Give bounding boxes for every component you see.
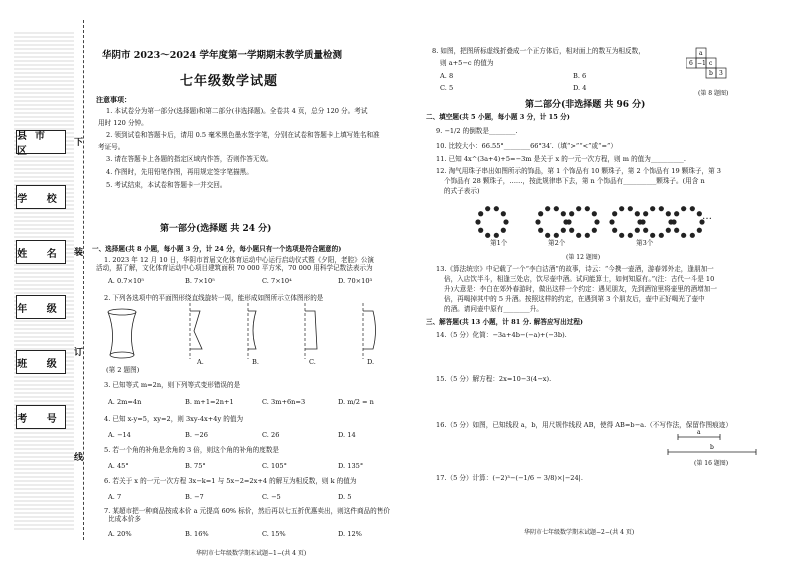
q7-option-b: B. 16% [185,530,209,538]
q12-label-2: 第2个 [548,239,566,247]
bead [501,211,506,216]
notice-item: 1. 本试卷分为第一部分(选择题)和第二部分(非选择题)。全卷共 4 页，总分 120 分。考试 [106,106,368,115]
subject-title: 七年级数学试题 [180,74,279,89]
notice-heading: 注意事项： [96,95,131,104]
bead [671,219,676,224]
question-13 [436,264,717,314]
question-1 [96,256,375,272]
school-box: 学 校 [16,185,66,209]
bead [635,211,640,216]
q2-option-b: B. [252,358,259,366]
bead [643,228,648,233]
bead [681,233,686,238]
bead [643,211,648,216]
q12-bead-figure [466,202,726,258]
bead [628,233,633,238]
q12-line: 的式子表示) [444,187,480,195]
q1-option-d: D. 70×10³ [338,277,373,285]
question-5: 5. 若一个角的补角是余角的 3 倍，则这个角的补角的度数是 [104,446,280,454]
name-box: 姓 名 [16,240,66,264]
q6-option-a: A. 7 [108,493,122,501]
notice-item: 2. 领到试卷和答题卡后，请用 0.5 毫米黑色墨水签字笔，分别在试卷和答题卡上填写姓名和准 [106,130,380,139]
mark-xian: 线 [74,453,84,463]
bead [690,233,695,238]
q8-caption: (第 8 题图) [698,90,729,97]
notice-item: 用时 120 分钟。 [98,118,148,127]
q1-option-b: B. 7×10⁵ [185,277,215,285]
bead [485,233,490,238]
q16-caption: (第 16 题图) [694,460,729,467]
q13-line: 的酒。请问壶中原有________升。 [444,305,543,313]
net-cell: b [709,70,713,77]
bead [592,211,597,216]
q13-line: 倍，再喝掉其中的 5 升酒。按照这样的约定，在遇到第 3 个朋友后，壶中正好喝光了壶中 [444,295,705,303]
net-cell: a [699,50,703,57]
bead [501,228,506,233]
bead [554,233,559,238]
q7-line: 比成本价多 [108,515,141,523]
exam-title: 华阴市 2023～2024 学年度第一学期期末教学质量检测 [102,50,342,61]
q8-option-b: B. 6 [573,72,587,80]
notice-item: 考证号。 [98,142,125,151]
bead [666,228,671,233]
segment-a-label: a [697,429,701,436]
net-cell: c [709,60,713,67]
q13-line: 升)大意是：李白在郊外春游时，做出这样一个约定：遇见朋友，先到酒馆里将壶里的酒增加一 [444,285,717,293]
q12-line: 12. 淘气用珠子串出如图所示的饰品，第 1 个饰品有 10 颗珠子，第 2 个饰品有 19 颗珠子，第 3 [436,167,721,175]
mark-ding: 订 [74,348,84,358]
part2-title: 第二部分(非选择题 共 96 分) [525,100,646,110]
bead [538,228,543,233]
bead [576,206,581,211]
q8-line: 8. 如图，把图所标虚线折叠成一个正方体后，相对面上的数互为相反数， [432,47,645,55]
q7-option-d: D. 12% [338,530,362,538]
solve-heading: 三、解答题(共 13 小题，计 81 分. 解答应写出过程) [426,318,584,326]
q8-option-a: A. 8 [440,72,454,80]
fill-heading: 二、填空题(共 5 小题，每小题 3 分，计 15 分) [426,113,570,121]
bead [594,219,599,224]
q5-option-b: B. 75° [185,462,206,470]
bead [538,211,543,216]
bead [650,206,655,211]
bead [697,228,702,233]
bead [659,233,664,238]
bead [592,228,597,233]
bead [612,228,617,233]
bead [628,206,633,211]
bead [659,206,664,211]
bead [494,206,499,211]
q8-option-d: D. 4 [573,84,587,92]
part1-title: 第一部分(选择题 共 24 分) [160,224,272,234]
bead [576,233,581,238]
q8-line: 则 a+5−c 的值为 [440,59,494,67]
question-14: 14.（5 分）化简：−3a+4b−(−a)+(−3b). [436,331,567,339]
q6-option-d: D. 5 [338,493,352,501]
bead [612,211,617,216]
bead [545,206,550,211]
question-9: 9. −1/2 的倒数是________. [436,127,518,135]
q2-option-a-figure [180,303,210,359]
q3-option-c: C. 3m+6n=3 [262,398,306,406]
bead [666,211,671,216]
bead [554,206,559,211]
page1-footer: 华阴市七年级数学期末试题−1−(共 4 页) [196,550,307,557]
q4-option-a: A. −14 [108,431,131,439]
q2-option-b-figure [238,303,268,359]
bead [485,206,490,211]
q7-option-c: C. 15% [262,530,286,538]
q12-ellipsis: … [702,211,712,222]
q5-option-a: A. 45° [108,462,129,470]
q1-option-c: C. 7×10⁴ [262,277,292,285]
question-8 [432,47,645,67]
q3-option-a: A. 2m=4n [108,398,142,406]
q4-option-c: C. 26 [262,431,280,439]
q3-option-d: D. m/2 = n [338,398,374,406]
binding-border-pattern [14,30,74,530]
q5-option-c: C. 105° [262,462,287,470]
bead [690,206,695,211]
question-17: 17.（5 分）计算：(−2)³−(−1/6 − 3/8)×|−24|. [436,474,583,482]
bead [635,228,640,233]
q16-segments-figure [664,428,764,458]
notice-block [96,96,380,192]
id-box: 考 号 [16,405,66,429]
segment-b-label: b [710,444,714,451]
bead [650,233,655,238]
net-cell: −1 [697,60,706,67]
bead [619,233,624,238]
bead [569,211,574,216]
q2-option-c: C. [309,358,316,366]
net-cell: 3 [719,70,723,77]
mark-xia: 下 [74,138,84,148]
bead [640,219,645,224]
q2-option-d: D. [367,358,375,366]
q6-option-b: B. −7 [185,493,204,501]
q1-line: 活动，据了解，文化体育运动中心项目建筑面积 70 000 平方米，70 000 用科学记数法表示为 [96,264,373,272]
question-2: 2. 下列各选项中的平面图形绕直线旋转一周，能形成如图所示立体图形的是 [104,294,324,302]
q3-option-b: B. m+1=2n+1 [185,398,234,406]
question-3: 3. 已知等式 m=2n，则下列等式变形错误的是 [104,381,241,389]
notice-item: 4. 作图时，先用铅笔作图，再用规定签字笔描黑。 [106,167,253,176]
bead [545,233,550,238]
question-12 [436,167,721,195]
question-6: 6. 若关于 x 的一元一次方程 3x−k=1 与 5x−2=2x+4 的解互为相反数，则 k 的值为 [104,477,357,485]
question-7 [104,507,390,523]
grade-box: 年 级 [16,295,66,319]
question-15: 15.（5 分）解方程：2x=10−3(4−x). [436,375,552,383]
question-11: 11. 已知 4x^(3a+4)+5=−3m 是关于 x 的一元一次方程，则 m 的值为__________. [436,155,686,163]
question-4: 4. 已知 x-y=5，xy=2，则 3xy-4x+4y 的值为 [104,415,244,423]
bead [585,233,590,238]
q7-line: 7. 某超市把一种商品按成本价 a 元提高 60% 标价，然后再以七五折优惠卖出，则这件商品的售价 [104,507,390,515]
q12-line: 个饰品有 28 颗珠子，……，按此规律串下去，第 n 个饰品有__________颗珠子。(用含 n [444,177,705,185]
question-16: 16.（5 分）如图，已知线段 a，b，用尺规作线段 AB，使得 AB=b−a.（不写作法，保留作图痕迹） [436,421,732,429]
q2-option-c-figure [295,303,325,359]
q2-caption: (第 2 题图) [106,366,140,374]
page2-footer: 华阴市七年级数学期末试题−2−(共 4 页) [524,529,635,536]
q13-line: 13.《算法统宗》中记载了一个“李白沽酒”的故事，诗云：“今携一壶酒，游春郊外走，逢朋加一 [436,265,714,273]
binding-dashed-line [83,20,84,540]
bead [561,211,566,216]
q6-option-c: C. −5 [262,493,281,501]
bead [503,219,508,224]
bead [478,228,483,233]
bead [609,219,614,224]
q13-line: 倍，入店饮半斗，相逢三处店，饮尽壶中酒。试问能算士，如何知原有。”(注：古代一斗是 10 [444,275,715,283]
bead [674,211,679,216]
q2-solid-figure [100,305,144,365]
q2-option-d-figure [353,303,383,359]
q1-line: 1. 2023 年 12 月 10 日，华阴市首届文化体育运动中心运行启动仪式暨《夕阳，老腔》公演 [104,256,375,264]
q12-label-1: 第1个 [490,239,508,247]
bead [569,228,574,233]
q4-option-d: D. 14 [338,431,356,439]
part1-section-heading: 一、选择题(共 8 小题，每小题 3 分，计 24 分，每小题只有一个选项是符合题意的) [92,245,342,253]
bead [478,211,483,216]
q2-option-a: A. [197,358,204,366]
bead [475,219,480,224]
bead [619,206,624,211]
mark-zhuang: 装 [74,248,84,258]
binding-strip [0,0,92,561]
q1-option-a: A. 0.7×10⁵ [108,277,144,285]
bead [535,219,540,224]
bead [681,206,686,211]
bead [561,228,566,233]
bead [494,233,499,238]
question-10: 10. 比较大小：66.55°________66°34′.（填“>”“<”或“=”） [436,142,617,150]
q4-option-b: B. −26 [185,431,208,439]
class-box: 班 级 [16,350,66,374]
notice-item: 3. 请在答题卡上各题的指定区域内作答，否则作答无效。 [106,154,273,163]
notice-item: 5. 考试结束，本试卷和答题卡一并交回。 [106,180,227,189]
bead [674,228,679,233]
q12-caption: (第 12 题图) [566,254,601,261]
bead [585,206,590,211]
q7-option-a: A. 20% [108,530,132,538]
q12-label-3: 第3个 [636,239,654,247]
q8-option-c: C. 5 [440,84,454,92]
q8-cube-net [686,46,736,92]
q5-option-d: D. 135° [338,462,364,470]
county-box: 县市区 [16,130,66,154]
net-cell: 6 [689,60,693,67]
bead [566,219,571,224]
